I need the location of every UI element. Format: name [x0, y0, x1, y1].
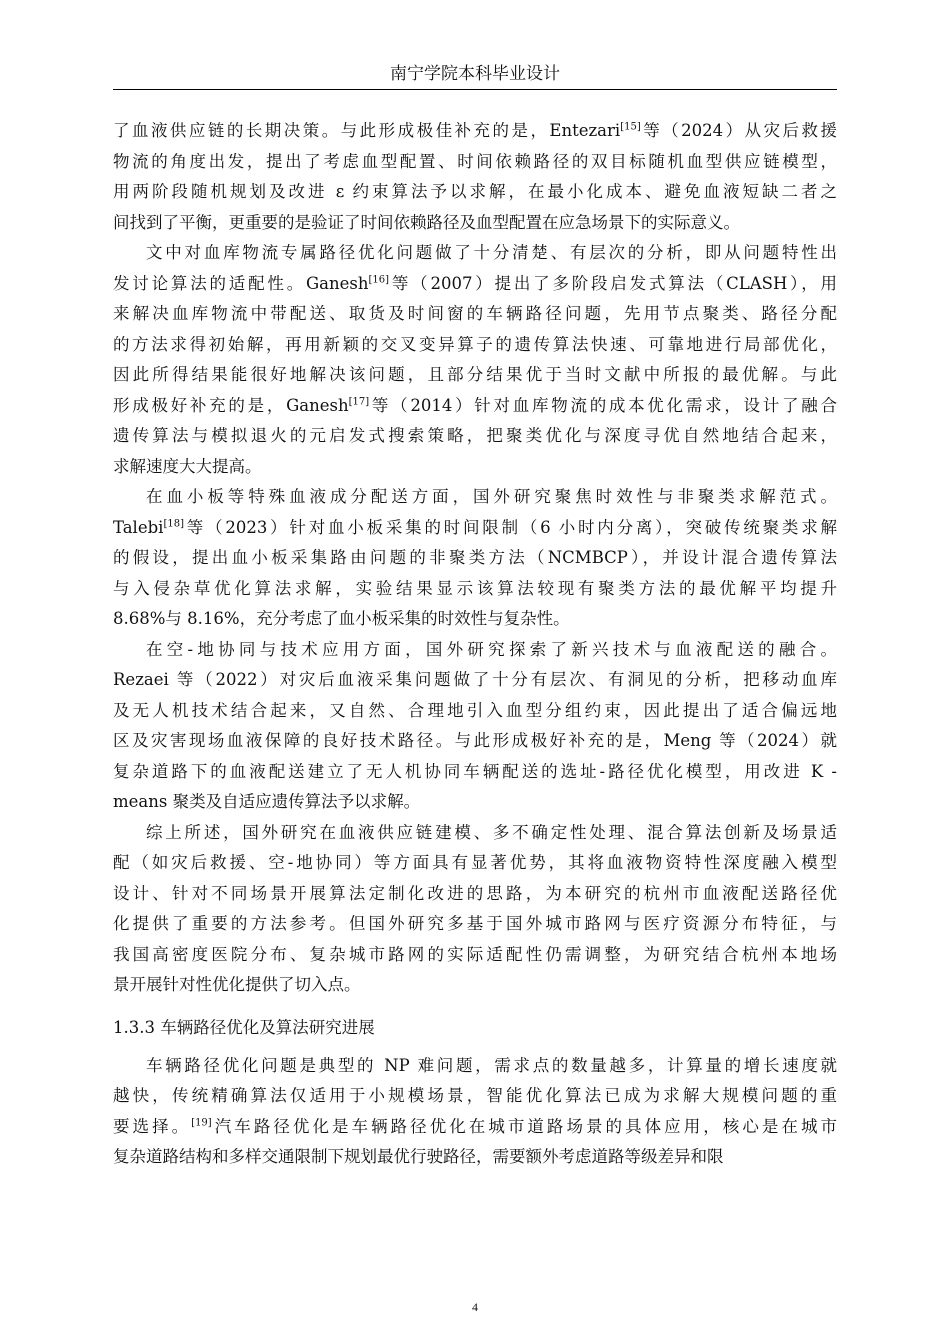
paragraph-line: 了血液供应链的长期决策。与此形成极佳补充的是，Entezari[15]等（2024）从灾后救援 — [113, 121, 837, 140]
body-paragraph — [113, 238, 837, 482]
paragraph-line: 要选择。[19]汽车路径优化是车辆路径优化在城市道路场景的具体应用，核心是在城市 — [113, 1116, 837, 1136]
paragraph-line: 设计、针对不同场景开展算法定制化改进的思路，为本研究的杭州市血液配送路径优 — [113, 883, 837, 903]
paragraph-line: 综上所述，国外研究在血液供应链建模、多不确定性处理、混合算法创新及场景适 — [146, 822, 837, 842]
page-number: 4 — [472, 1300, 478, 1314]
citation-marker: [17] — [348, 396, 370, 407]
paragraph-line: 用两阶段随机规划及改进 ε 约束算法予以求解，在最小化成本、避免血液短缺二者之 — [113, 182, 837, 201]
paragraph-line: 区及灾害现场血液保障的良好技术路径。与此形成极好补充的是，Meng 等（2024）就 — [113, 731, 837, 750]
paragraph-line: 复杂道路结构和多样交通限制下规划最优行驶路径，需要额外考虑道路等级差异和限 — [113, 1147, 724, 1166]
paragraphs-bottom — [113, 1051, 837, 1173]
section-heading: 1.3.3 车辆路径优化及算法研究进展 — [113, 1017, 375, 1037]
page-body — [113, 116, 837, 1173]
paragraph-line: 的方法求得初始解，再用新颖的交叉变异算子的遗传算法快速、可靠地进行局部优化， — [113, 334, 837, 354]
paragraph-line: 配（如灾后救援、空-地协同）等方面具有显著优势，其将血液物资特性深度融入模型 — [113, 853, 837, 872]
body-paragraph — [113, 635, 837, 818]
paragraph-line: 形成极好补充的是，Ganesh[17]等（2014）针对血库物流的成本优化需求，设计了融合 — [113, 395, 837, 415]
citation-marker: [16] — [368, 274, 390, 285]
paragraph-line: 越快，传统精确算法仅适用于小规模场景，智能优化算法已成为求解大规模问题的重 — [113, 1086, 837, 1105]
paragraph-line: 与入侵杂草优化算法求解，实验结果显示该算法较现有聚类方法的最优解平均提升 — [113, 578, 837, 598]
paragraph-line: means 聚类及自适应遗传算法予以求解。 — [113, 792, 421, 811]
paragraph-line: Talebi[18]等（2023）针对血小板采集的时间限制（6 小时内分离），突破传统聚类求解 — [113, 517, 837, 537]
paragraph-line: 因此所得结果能很好地解决该问题，且部分结果优于当时文献中所报的最优解。与此 — [113, 365, 837, 384]
body-paragraph — [113, 818, 837, 1001]
paragraph-line: 8.68%与 8.16%，充分考虑了血小板采集的时效性与复杂性。 — [113, 609, 570, 628]
paragraph-line: 我国高密度医院分布、复杂城市路网的实际适配性仍需调整，为研究结合杭州本地场 — [113, 944, 837, 964]
citation-marker: [19] — [191, 1117, 212, 1128]
paragraph-line: 物流的角度出发，提出了考虑血型配置、时间依赖路径的双目标随机血型供应链模型， — [113, 151, 837, 171]
paragraphs-top — [113, 116, 837, 1001]
paragraph-line: 的假设，提出血小板采集路由问题的非聚类方法（NCMBCP），并设计混合遗传算法 — [113, 548, 837, 567]
paragraph-line: 来解决血库物流中带配送、取货及时间窗的车辆路径问题，先用节点聚类、路径分配 — [113, 304, 837, 323]
paragraph-line: 及无人机技术结合起来，又自然、合理地引入血型分组约束，因此提出了适合偏远地 — [113, 700, 837, 720]
paragraph-line: 车辆路径优化问题是典型的 NP 难问题，需求点的数量越多，计算量的增长速度就 — [146, 1055, 837, 1075]
paragraph-line: 文中对血库物流专属路径优化问题做了十分清楚、有层次的分析，即从问题特性出 — [146, 243, 837, 262]
body-paragraph — [113, 1051, 837, 1173]
paragraph-line: 发讨论算法的适配性。Ganesh[16]等（2007）提出了多阶段启发式算法（CLASH），用 — [113, 273, 837, 293]
paragraph-line: 复杂道路下的血液配送建立了无人机协同车辆配送的选址-路径优化模型，用改进 K - — [113, 761, 837, 781]
paragraph-line: 间找到了平衡，更重要的是验证了时间依赖路径及血型配置在应急场景下的实际意义。 — [113, 212, 740, 232]
paragraph-line: 化提供了重要的方法参考。但国外研究多基于国外城市路网与医疗资源分布特征，与 — [113, 914, 837, 933]
body-paragraph — [113, 116, 837, 238]
page-header: 南宁学院本科毕业设计 — [113, 62, 837, 90]
citation-marker: [15] — [620, 121, 641, 133]
paragraph-line: 景开展针对性优化提供了切入点。 — [113, 975, 361, 994]
body-paragraph — [113, 482, 837, 635]
paragraph-line: 在空-地协同与技术应用方面，国外研究探索了新兴技术与血液配送的融合。 — [146, 639, 837, 659]
citation-marker: [18] — [163, 518, 184, 529]
paragraph-line: 求解速度大大提高。 — [113, 456, 262, 476]
paragraph-line: Rezaei 等（2022）对灾后血液采集问题做了十分有层次、有洞见的分析，把移动血库 — [113, 670, 837, 689]
paragraph-line: 遗传算法与模拟退火的元启发式搜索策略，把聚类优化与深度寻优自然地结合起来， — [113, 426, 837, 445]
paragraph-line: 在血小板等特殊血液成分配送方面，国外研究聚焦时效性与非聚类求解范式。 — [146, 487, 837, 506]
